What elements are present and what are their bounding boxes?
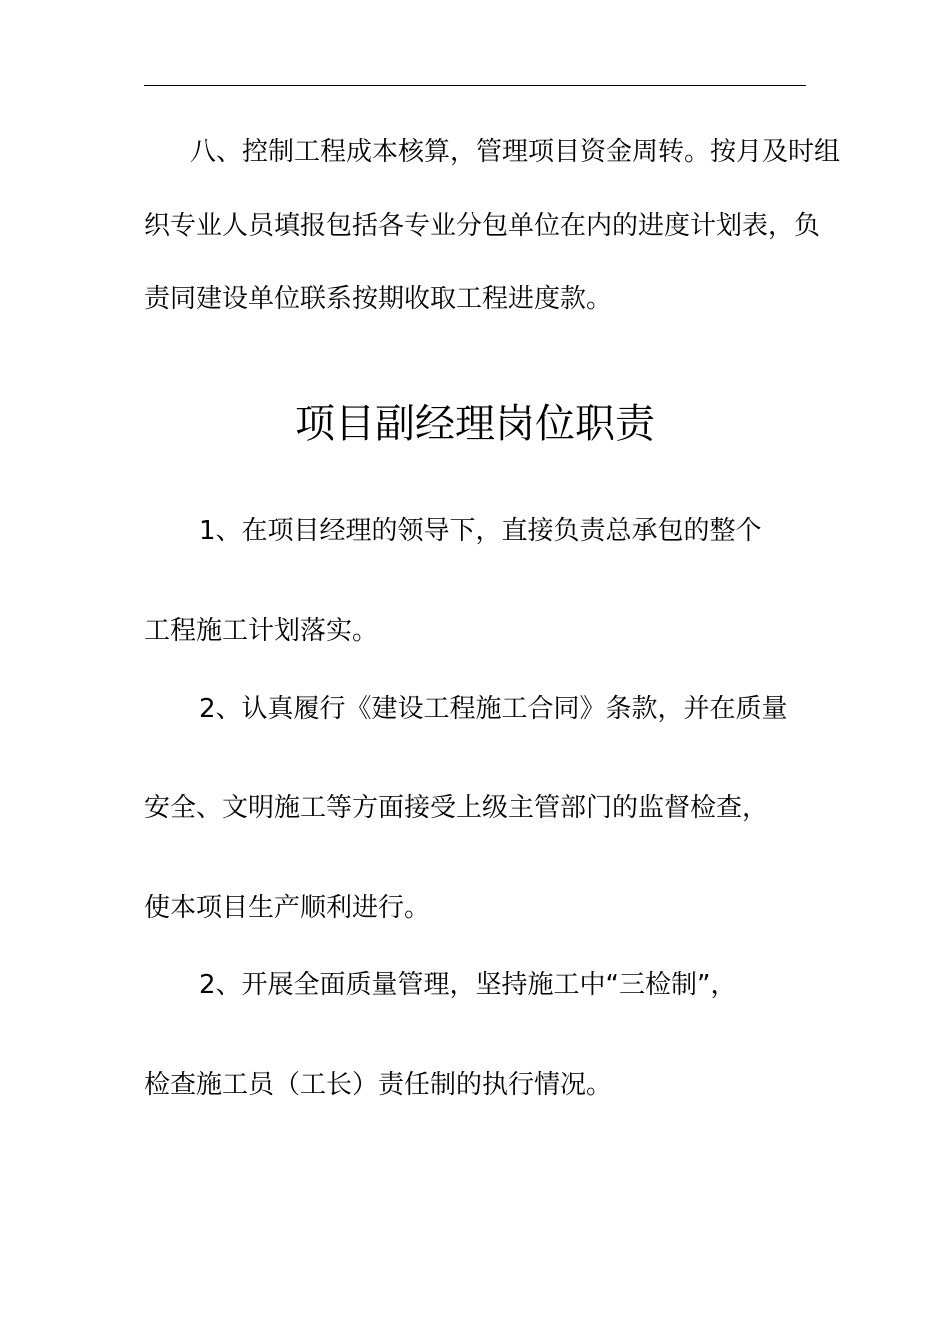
list-item-line: 1、在项目经理的领导下，直接负责总承包的整个 [199, 516, 762, 546]
section-heading: 项目副经理岗位职责 [295, 401, 655, 447]
header-rule [144, 85, 806, 86]
paragraph-line: 织专业人员填报包括各专业分包单位在内的进度计划表，负 [144, 211, 821, 241]
list-item-line: 使本项目生产顺利进行。 [144, 893, 431, 923]
list-item-line: 检查施工员（工长）责任制的执行情况。 [144, 1070, 613, 1100]
list-item-line: 工程施工计划落实。 [144, 616, 379, 646]
list-item-line: 2、认真履行《建设工程施工合同》条款，并在质量 [199, 694, 788, 724]
paragraph-line: 责同建设单位联系按期收取工程进度款。 [144, 284, 613, 314]
list-item-line: 安全、文明施工等方面接受上级主管部门的监督检查， [144, 793, 769, 823]
list-item-line: 2、开展全面质量管理，坚持施工中“三检制”， [199, 970, 737, 1000]
paragraph-line: 八、控制工程成本核算，管理项目资金周转。按月及时组 [190, 137, 841, 167]
